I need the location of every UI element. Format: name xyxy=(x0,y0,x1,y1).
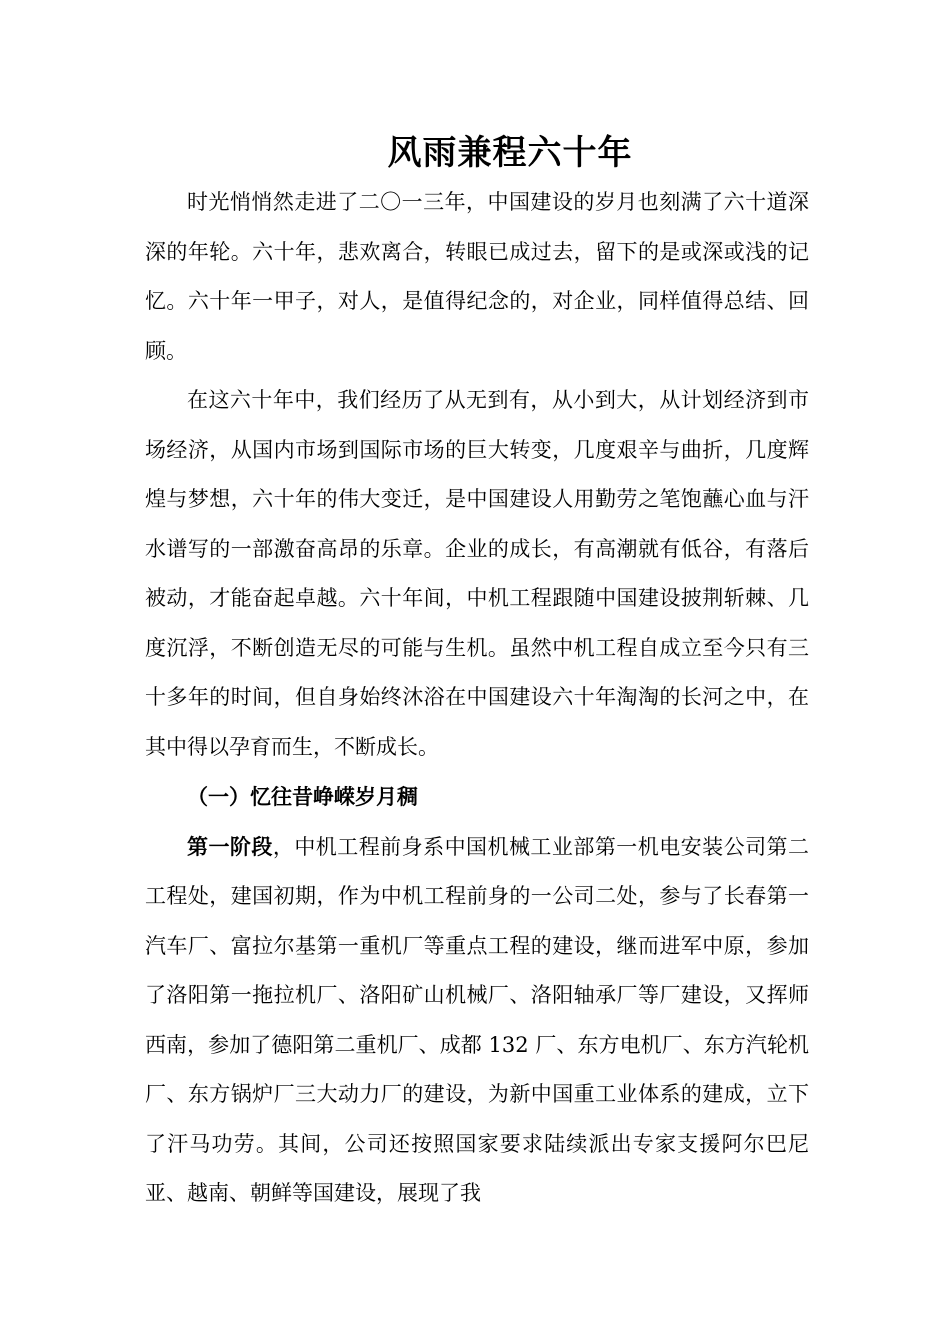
paragraph-sixty-years: 在这六十年中，我们经历了从无到有，从小到大，从计划经济到市场经济，从国内市场到国际市场的巨大转变，几度艰辛与曲折，几度辉煌与梦想，六十年的伟大变迁，是中国建设人用勤劳之笔饱蘸心血与汗水谱写的一部激奋高昂的乐章。企业的成长，有高潮就有低谷，有落后被动，才能奋起卓越。六十年间，中机工程跟随中国建设披荆斩棘、几度沉浮，不断创造无尽的可能与生机。虽然中机工程自成立至今只有三十多年的时间，但自身始终沐浴在中国建设六十年淘淘的长河之中，在其中得以孕育而生，不断成长。 xyxy=(145,388,809,759)
document-title: 风雨兼程六十年 xyxy=(387,133,633,173)
document-body xyxy=(145,178,809,1219)
stage-one-lead: 第一阶段 xyxy=(187,833,273,859)
paragraph-intro: 时光悄悄然走进了二〇一三年，中国建设的岁月也刻满了六十道深深的年轮。六十年，悲欢离合，转眼已成过去，留下的是或深或浅的记忆。六十年一甲子，对人，是值得纪念的，对企业，同样值得总结、回顾。 xyxy=(145,190,809,363)
paragraph-stage-one xyxy=(145,822,809,1219)
section-heading: （一）忆往昔峥嵘岁月稠 xyxy=(187,784,418,809)
stage-one-text: ，中机工程前身系中国机械工业部第一机电安装公司第二工程处，建国初期，作为中机工程前身的一公司二处，参与了长春第一汽车厂、富拉尔基第一重机厂等重点工程的建设，继而进军中原，参加了洛阳第一拖拉机厂、洛阳矿山机械厂、洛阳轴承厂等厂建设，又挥师西南，参加了德阳第二重机厂、成都 132 厂、东方电机厂、东方汽轮机厂、东方锅炉厂三大动力厂的建设，为新中国重工业体系的建成，立下了汗马功劳。其间，公司还按照国家要求陆续派出专家支援阿尔巴尼亚、越南、朝鲜等国建设，展现了我 xyxy=(145,834,809,1205)
